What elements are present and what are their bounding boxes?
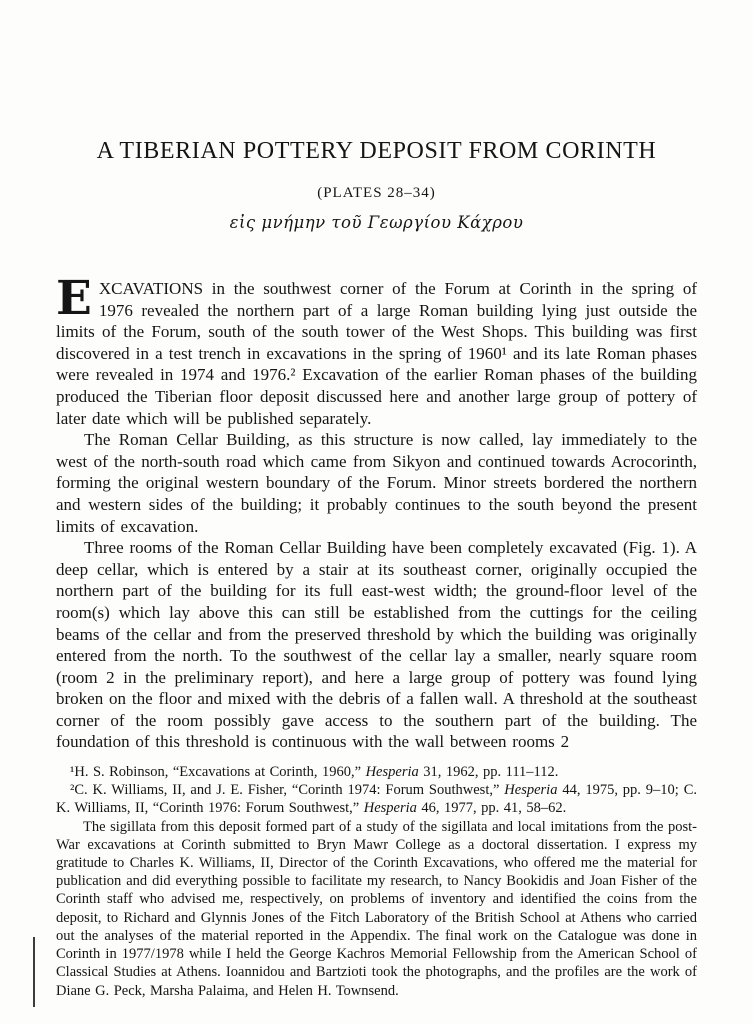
plates-reference: (PLATES 28–34) <box>317 185 436 201</box>
paragraph-2: The Roman Cellar Building, as this structure is now called, lay immediately to the west of the north-south road which came from Sikyon and continued towards Acrocorinth, forming the original western boundary of the Forum. Minor streets bordered the northern and western sides of the building; it probably continues to the south beyond the present limits of excavation. <box>56 430 697 536</box>
article-body <box>56 271 697 753</box>
footnote-journal-title: Hesperia <box>365 764 419 781</box>
page-title: A TIBERIAN POTTERY DEPOSIT FROM CORINTH <box>96 138 657 164</box>
dedication-greek: εἰς μνήμην τοῦ Γεωργίου Κάχρου <box>229 213 524 232</box>
paragraph-1-text: XCAVATIONS in the southwest corner of the Forum at Corinth in the spring of 1976 revealed the northern part of a large Roman building lying just outside the limits of the Forum, south of the south tower of the West Shops. This building was first discovered in a test trench in excavations in the spring of 1960¹ and its late Roman phases were revealed in 1974 and 1976.² Excavation of the earlier Roman phases of the building produced the Tiberian floor deposit discussed here and another large group of pottery of later date which will be published separately. <box>56 279 697 428</box>
footnote-text: The sigillata from this deposit formed part of a study of the sigillata and local imitations from the post-War excavations at Corinth submitted to Bryn Mawr College as a doctoral dissertation. I express my gratitude to Charles K. Williams, II, Director of the Corinth Excavations, who offered me the material for publication and did everything possible to facilitate my research, to Nancy Bookidis and Joan Fisher of the Corinth staff who advised me, respectively, on problems of inventory and identified the coins from the deposit, to Richard and Glynnis Jones of the Fitch Laboratory of the British School at Athens who carried out the analyses of the material reported in the Appendix. The final work on the Catalogue was done in Corinth in 1977/1978 while I held the George Kachros Memorial Fellowship from the American School of Classical Studies at Athens. Ioannidou and Bartzioti took the photographs, and the profiles are the work of Diane G. Peck, Marsha Palaima, and Helen H. Townsend. <box>56 818 697 999</box>
footnotes-block <box>56 763 697 1000</box>
scan-artifact-line <box>33 937 35 1007</box>
footnote-journal-title: Hesperia <box>504 782 558 799</box>
footnote-text: ²C. K. Williams, II, and J. E. Fisher, “Corinth 1974: Forum Southwest,” <box>70 782 505 799</box>
footnote-text: ¹H. S. Robinson, “Excavations at Corinth, 1960,” <box>70 764 366 781</box>
paragraph-3: Three rooms of the Roman Cellar Building have been completely excavated (Fig. 1). A deep cellar, which is entered by a stair at its southeast corner, originally occupied the northern part of the building for its full east-west width; the ground-floor level of the room(s) which lay above this can still be established from the cuttings for the ceiling beams of the cellar and from the preserved threshold by which the building was originally entered from the north. To the southwest of the cellar lay a smaller, nearly square room (room 2 in the preliminary report), and here a large group of pottery was found lying broken on the floor and mixed with the debris of a fallen wall. A threshold at the southeast corner of the room possibly gave access to the southern part of the building. The foundation of this threshold is continuous with the wall between rooms 2 <box>56 538 697 752</box>
footnote <box>56 781 697 817</box>
paragraph-1 <box>56 271 697 429</box>
footnote-text: 44, 1975, pp. 9–10; C. K. Williams, II, “Corinth 1976: Forum Southwest,” <box>56 782 697 817</box>
footnote-journal-title: Hesperia <box>363 800 417 817</box>
footnote-text: 46, 1977, pp. 41, 58–62. <box>416 800 567 817</box>
footnote <box>56 818 697 1000</box>
drop-cap-initial: E <box>56 271 92 326</box>
footnote-text: 31, 1962, pp. 111–112. <box>418 764 559 781</box>
footnote <box>56 763 697 781</box>
